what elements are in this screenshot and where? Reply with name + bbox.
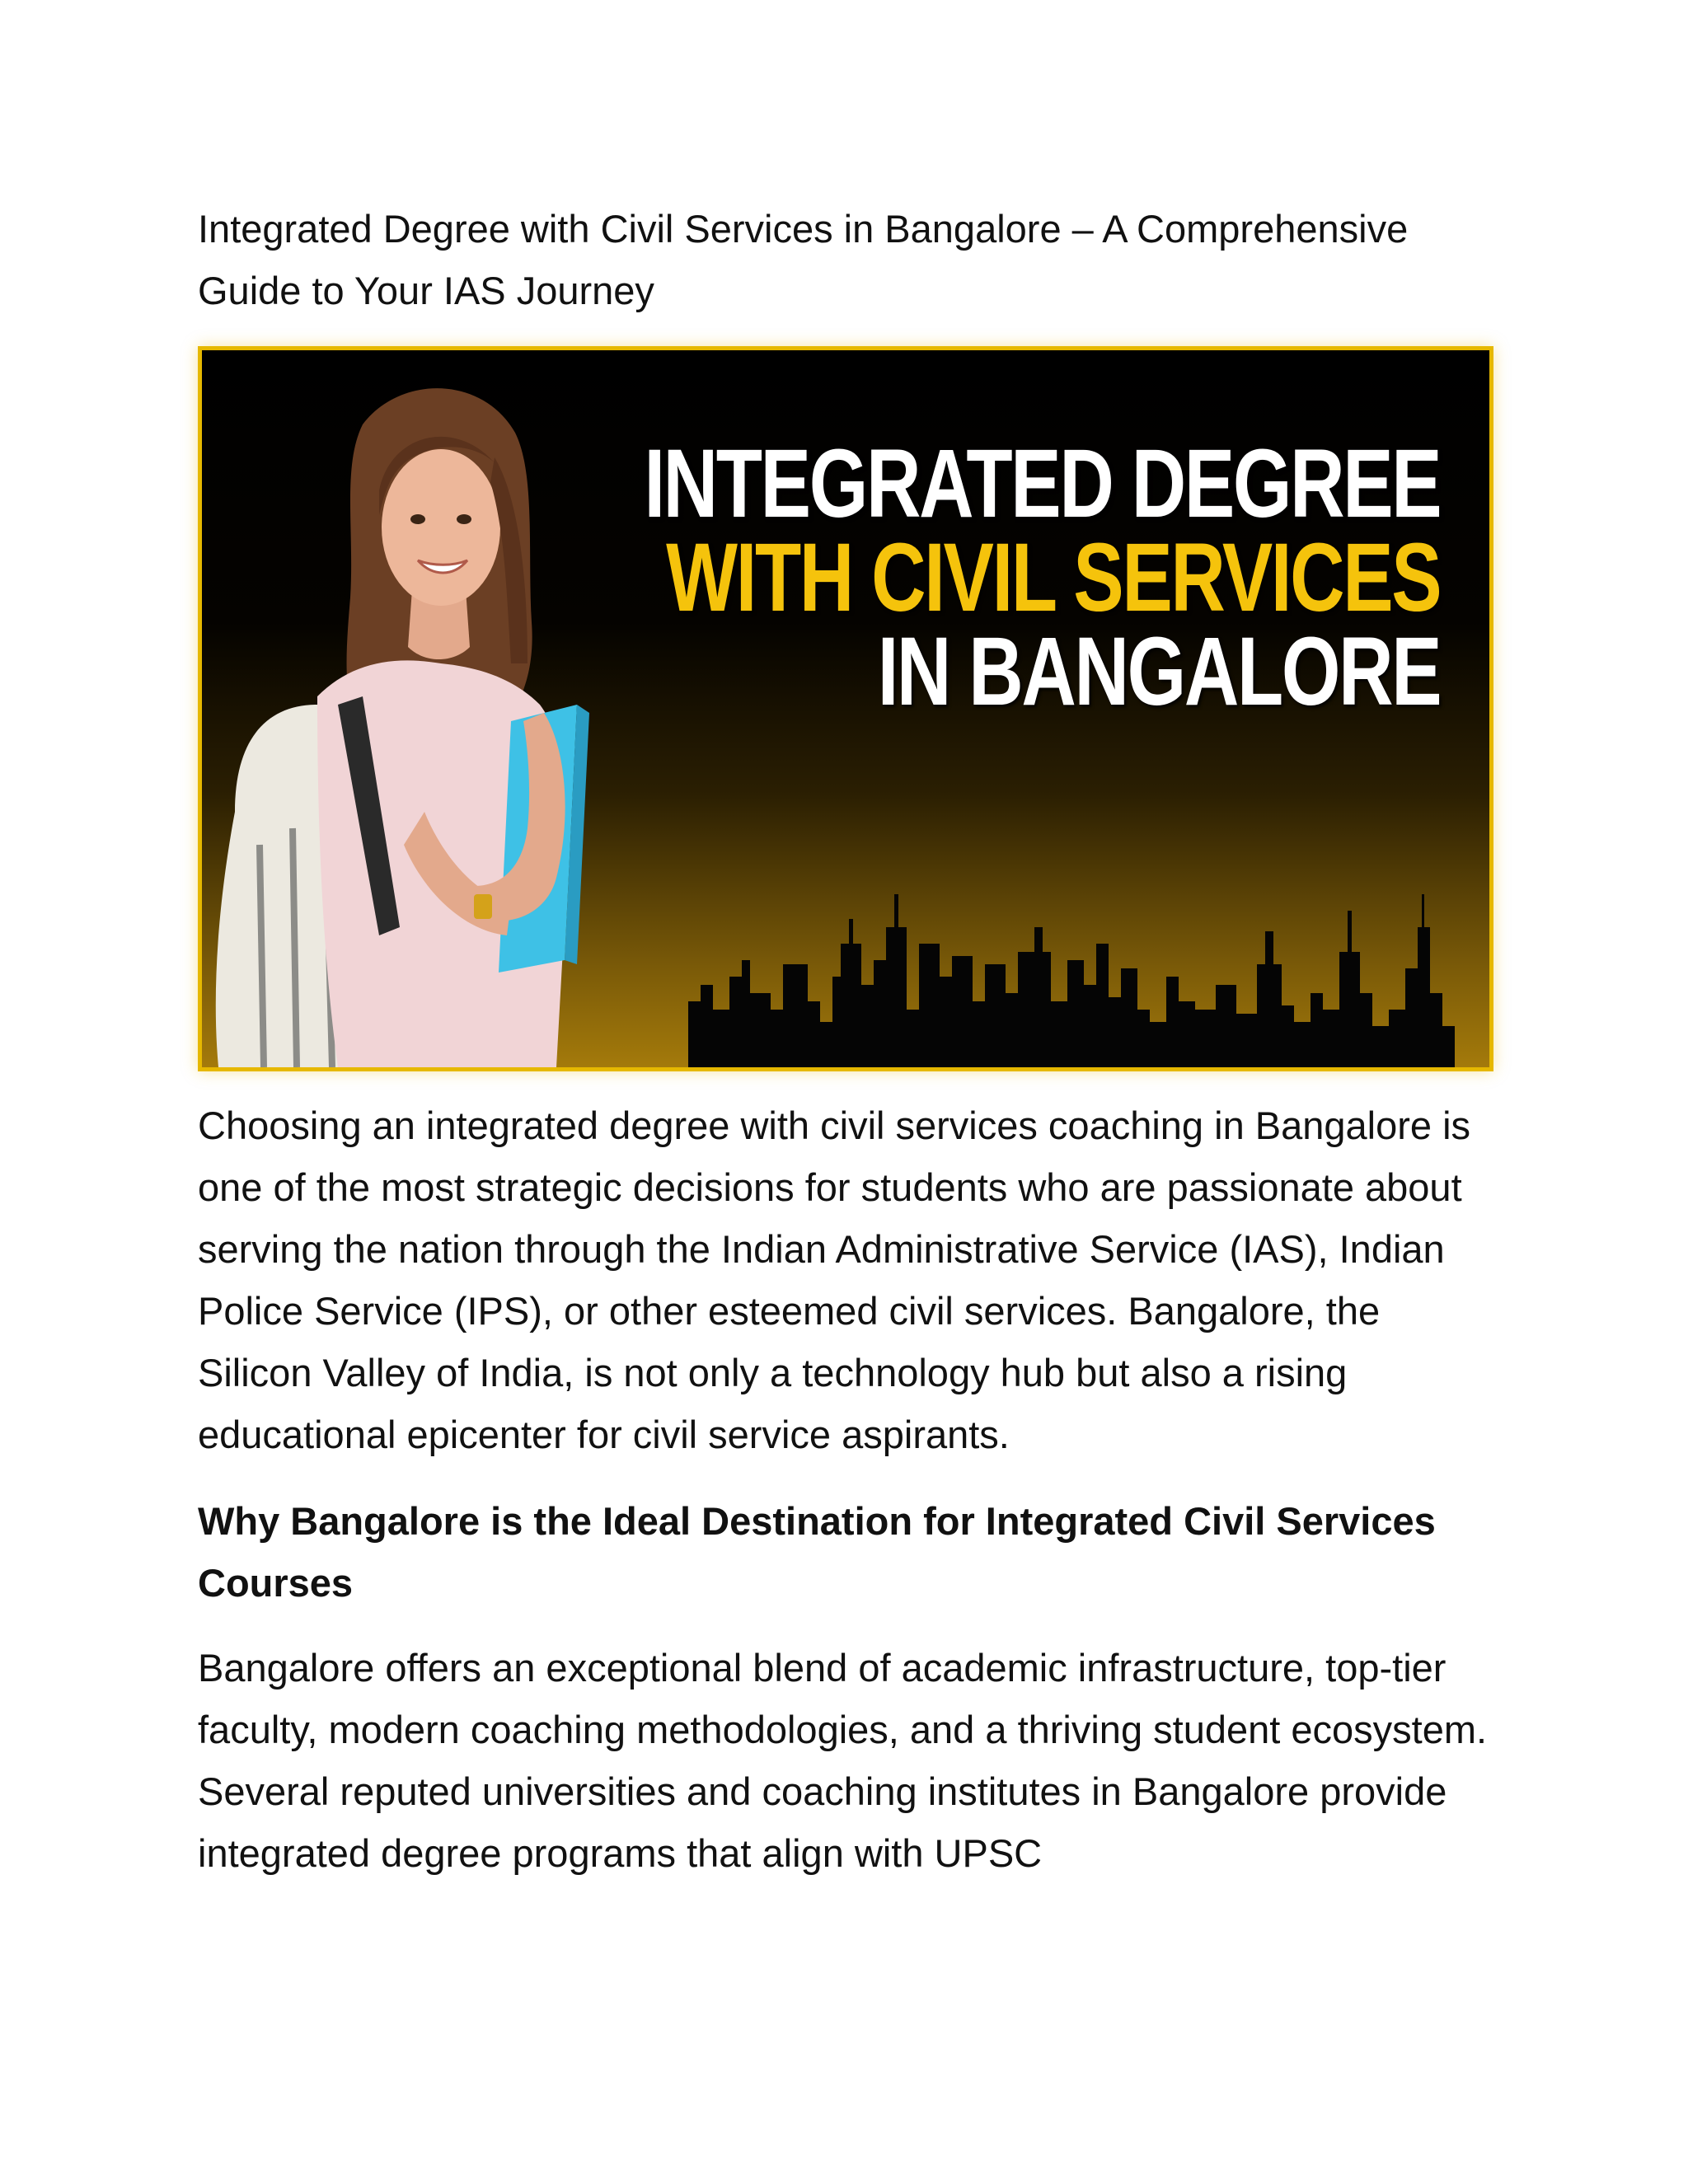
hero-headline-line-3: IN BANGALORE — [877, 617, 1440, 726]
body-paragraph: Bangalore offers an exceptional blend of academic infrastructure, top-tier faculty, modern coaching methodologies, and a thriving student ecosystem. Several reputed universities and coaching institutes in Bangalore provide integrated degree programs that align with UPSC — [198, 1646, 1488, 1875]
document-page — [198, 198, 1500, 1884]
hero-headline-line-2: WITH CIVIL SERVICES — [665, 523, 1440, 632]
hero-headline-line-1: INTEGRATED DEGREE — [644, 429, 1440, 538]
hero-banner-image — [198, 346, 1493, 1071]
student-photo — [216, 388, 589, 1067]
hero-headline — [644, 429, 1440, 726]
intro-paragraph: Choosing an integrated degree with civil services coaching in Bangalore is one of the most strategic decisions for students who are passionate about serving the nation through the Indian Administrative Service (IAS), Indian Police Service (IPS), or other esteemed civil services. Bangalore, the Silicon Valley of India, is not only a technology hub but also a rising educational epicenter for civil service aspirants. — [198, 1104, 1471, 1456]
section-heading: Why Bangalore is the Ideal Destination for Integrated Civil Services Courses — [198, 1499, 1436, 1605]
city-skyline-icon — [688, 894, 1455, 1067]
document-title: Integrated Degree with Civil Services in Bangalore – A Comprehensive Guide to Your IAS Journey — [198, 207, 1409, 312]
